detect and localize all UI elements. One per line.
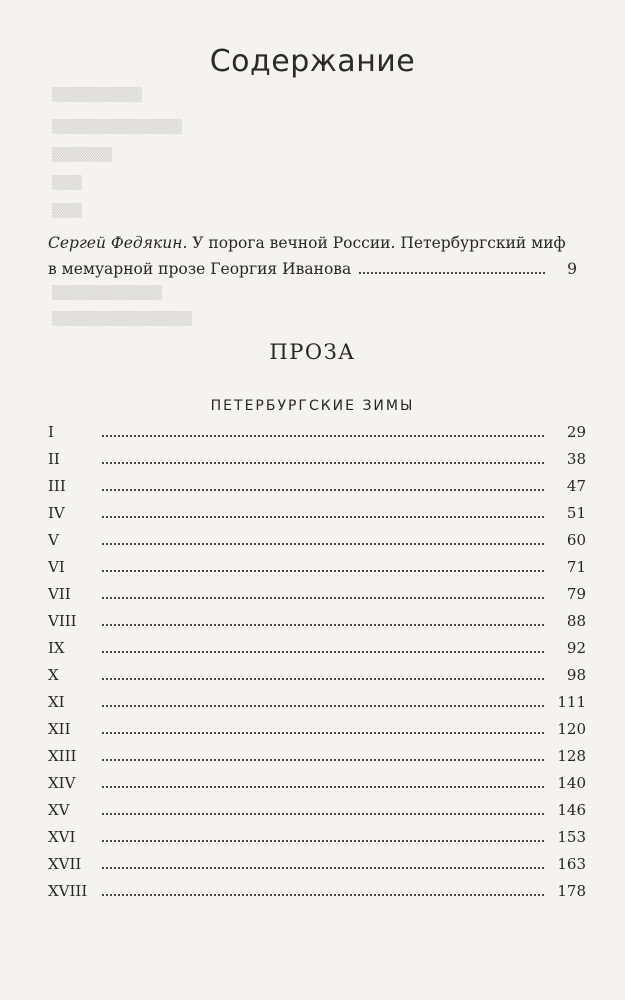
chapter-page-number: 71 [566, 558, 586, 576]
chapter-page-number: 128 [557, 747, 586, 765]
dot-leader [102, 542, 544, 545]
chapter-label: XI [48, 693, 65, 711]
intro-title-part1: У порога вечной России. Петербургский миф [187, 234, 566, 252]
chapter-label: VII [48, 585, 71, 603]
toc-row [48, 450, 586, 477]
chapter-page-number: 120 [557, 720, 586, 738]
dot-leader [102, 812, 544, 815]
dot-leader [102, 650, 544, 653]
intro-author: Сергей Федякин. [48, 234, 188, 252]
dot-leader [102, 434, 544, 437]
chapter-page-number: 29 [566, 423, 586, 441]
chapter-label: III [48, 477, 66, 495]
toc-row [48, 693, 586, 720]
chapter-page-number: 51 [566, 504, 586, 522]
chapter-label: XII [48, 720, 71, 738]
toc-row [48, 774, 586, 801]
toc-row [48, 855, 586, 882]
toc-row [48, 477, 586, 504]
chapter-label: V [48, 531, 59, 549]
chapter-list [48, 423, 586, 909]
intro-toc-entry [48, 230, 577, 282]
chapter-label: II [48, 450, 60, 468]
chapter-page-number: 88 [566, 612, 586, 630]
bleed-through-text: ▒▒▒▒▒▒▒▒▒▒▒ [52, 286, 162, 301]
dot-leader [102, 461, 544, 464]
intro-line-1 [48, 230, 577, 256]
chapter-page-number: 47 [566, 477, 586, 495]
chapter-page-number: 38 [566, 450, 586, 468]
chapter-label: XIV [48, 774, 76, 792]
toc-row [48, 801, 586, 828]
dot-leader [102, 596, 544, 599]
intro-title-part2: в мемуарной прозе Георгия Иванова [48, 260, 352, 278]
chapter-page-number: 92 [566, 639, 586, 657]
chapter-label: IV [48, 504, 65, 522]
chapter-label: XIII [48, 747, 77, 765]
chapter-label: XVIII [48, 882, 88, 900]
page-title: Содержание [209, 44, 416, 79]
section-title: ПРОЗА [269, 340, 356, 364]
chapter-label: X [48, 666, 59, 684]
toc-row [48, 882, 586, 909]
chapter-label: VI [48, 558, 65, 576]
dot-leader [102, 704, 544, 707]
toc-row [48, 612, 586, 639]
bleed-through-text: ▒▒▒▒▒▒▒▒▒▒▒▒▒▒ [52, 312, 192, 327]
chapter-page-number: 60 [566, 531, 586, 549]
chapter-page-number: 146 [557, 801, 586, 819]
chapter-page-number: 111 [557, 693, 586, 711]
dot-leader [102, 893, 544, 896]
dot-leader [102, 488, 544, 491]
chapter-page-number: 178 [557, 882, 586, 900]
dot-leader [102, 785, 544, 788]
dot-leader [102, 677, 544, 680]
chapter-page-number: 153 [557, 828, 586, 846]
chapter-page-number: 98 [566, 666, 586, 684]
chapter-label: XVII [48, 855, 82, 873]
dot-leader [102, 839, 544, 842]
toc-row [48, 720, 586, 747]
bleed-through-text: ▒▒▒▒▒▒▒▒▒ [52, 88, 142, 103]
toc-row [48, 666, 586, 693]
intro-page-number: 9 [567, 260, 577, 278]
intro-line-2 [48, 256, 577, 282]
bleed-through-text: ▒▒▒▒▒▒ [52, 148, 112, 163]
dot-leader [102, 758, 544, 761]
dot-leader [102, 866, 544, 869]
dot-leader [102, 623, 544, 626]
chapter-label: VIII [48, 612, 77, 630]
chapter-page-number: 79 [566, 585, 586, 603]
toc-row [48, 828, 586, 855]
chapter-label: XVI [48, 828, 76, 846]
bleed-through-text: ▒▒▒▒▒▒▒▒▒▒▒▒▒ [52, 120, 182, 135]
chapter-page-number: 140 [557, 774, 586, 792]
chapter-label: XV [48, 801, 70, 819]
subsection-title: ПЕТЕРБУРГСКИЕ ЗИМЫ [210, 398, 415, 414]
bleed-through-text: ▒▒▒ [52, 176, 82, 191]
chapter-label: I [48, 423, 54, 441]
toc-row [48, 747, 586, 774]
dot-leader [102, 731, 544, 734]
toc-row [48, 531, 586, 558]
toc-row [48, 558, 586, 585]
toc-row [48, 639, 586, 666]
bleed-through-text: ▒▒▒ [52, 204, 82, 219]
toc-row [48, 585, 586, 612]
dot-leader [359, 271, 545, 274]
dot-leader [102, 515, 544, 518]
dot-leader [102, 569, 544, 572]
chapter-page-number: 163 [557, 855, 586, 873]
chapter-label: IX [48, 639, 65, 657]
toc-row [48, 423, 586, 450]
toc-row [48, 504, 586, 531]
